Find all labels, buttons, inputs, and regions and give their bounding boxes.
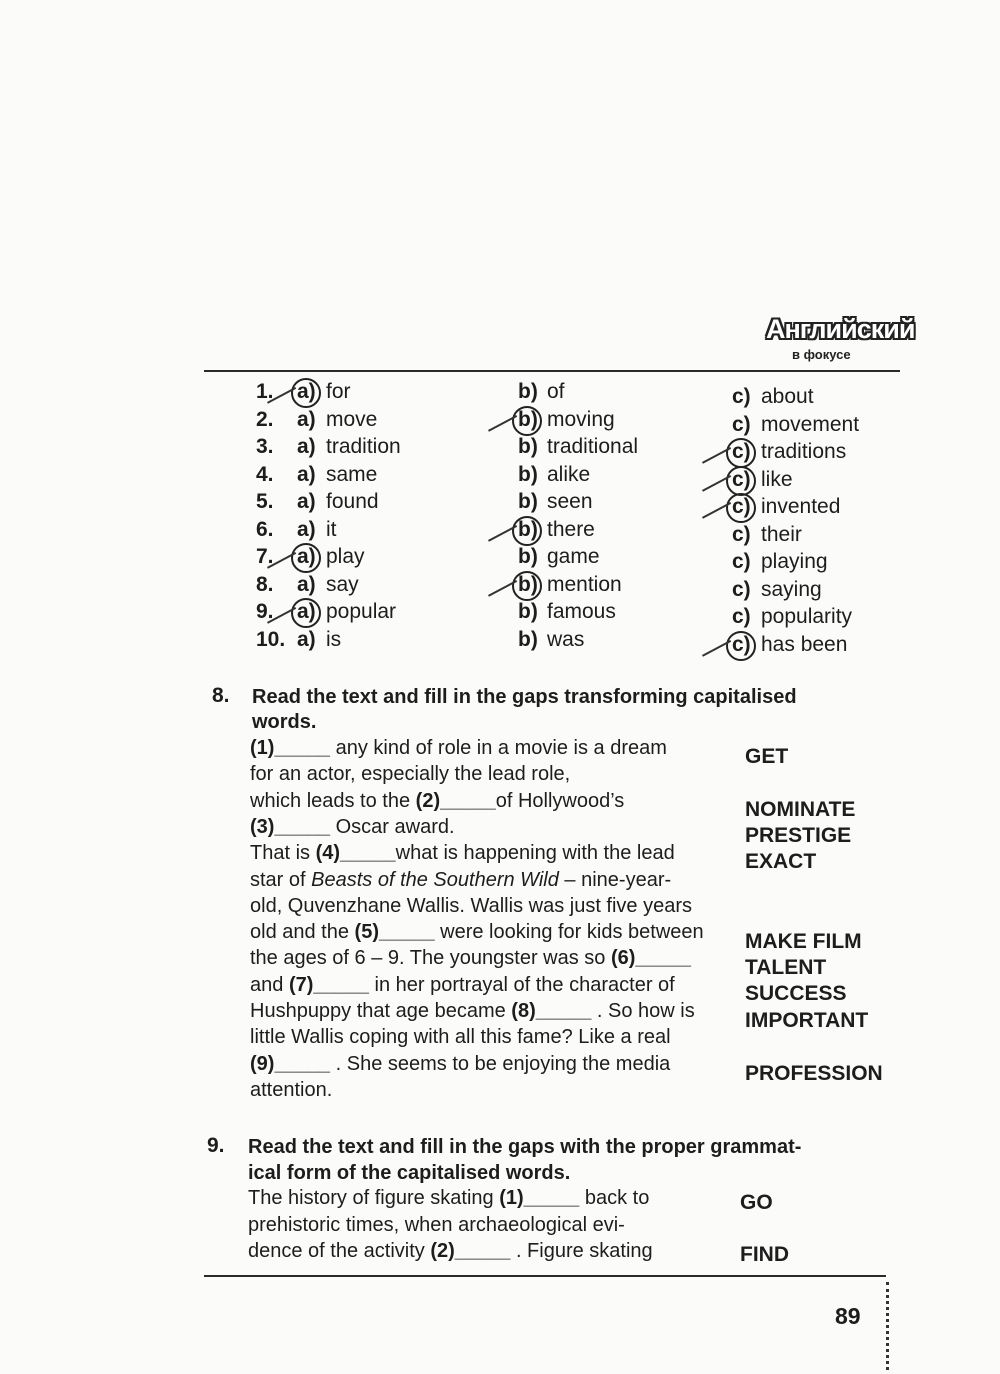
gap-blank: (3)_____ xyxy=(250,815,331,838)
text-line xyxy=(248,1187,649,1210)
text-segment: Oscar award. xyxy=(330,815,455,838)
capitalised-word: SUCCESS xyxy=(745,982,847,1005)
capitalised-word: FIND xyxy=(740,1243,789,1266)
option-b-text: famous xyxy=(547,600,616,623)
capitalised-word: EXACT xyxy=(745,850,817,873)
option-b-text: was xyxy=(547,628,585,651)
item-number: 3. xyxy=(256,435,274,458)
answer-circle xyxy=(291,543,321,573)
option-b-label: b) xyxy=(518,600,538,623)
option-c-label: c) xyxy=(732,468,751,491)
text-line xyxy=(250,869,671,892)
option-b-label: b) xyxy=(518,463,538,486)
logo-subtitle: в фокусе xyxy=(792,347,851,362)
option-a-label: a) xyxy=(297,463,316,486)
text-segment: which leads to the xyxy=(250,789,416,812)
exercise-9-instruction-1: Read the text and fill in the gaps with the proper grammat- xyxy=(248,1136,802,1158)
text-segment: The history of figure skating xyxy=(248,1187,500,1209)
option-a-label: a) xyxy=(297,573,316,596)
option-a-text: popular xyxy=(326,600,397,623)
text-segment: star of xyxy=(250,868,312,891)
capitalised-word: MAKE FILM xyxy=(745,930,862,953)
option-a-label: a) xyxy=(297,490,316,513)
option-c-text: about xyxy=(761,385,814,408)
option-c-label: c) xyxy=(732,413,751,436)
option-b-text: game xyxy=(547,545,600,568)
option-a-label: a) xyxy=(297,435,316,458)
header-rule xyxy=(204,370,900,372)
gap-blank: (7)_____ xyxy=(288,973,369,996)
exercise-8-instruction-2: words. xyxy=(252,711,317,733)
option-c-label: c) xyxy=(732,578,751,601)
option-a-text: same xyxy=(326,463,378,486)
option-c-label: c) xyxy=(732,440,751,463)
text-line xyxy=(250,921,704,944)
option-a-text: play xyxy=(326,545,365,568)
gap-blank: (1)_____ xyxy=(499,1187,580,1209)
option-c-label: c) xyxy=(732,523,751,546)
gap-blank: (2)_____ xyxy=(415,789,496,812)
item-number: 1. xyxy=(256,380,274,403)
option-c-text: popularity xyxy=(761,605,853,628)
answer-circle xyxy=(512,516,542,546)
option-b-text: there xyxy=(547,518,595,541)
option-b-label: b) xyxy=(518,518,538,541)
capitalised-word: TALENT xyxy=(745,956,827,979)
capitalised-word: GO xyxy=(740,1191,773,1214)
option-a-text: tradition xyxy=(326,435,401,458)
capitalised-word: IMPORTANT xyxy=(745,1009,869,1032)
answer-circle xyxy=(512,571,542,601)
text-segment: in her portrayal of the character of xyxy=(369,973,675,996)
text-line xyxy=(250,974,675,997)
answer-circle xyxy=(726,438,756,468)
text-segment: the ages of 6 – 9. The youngster was so xyxy=(250,947,611,970)
text-line xyxy=(250,895,692,918)
exercise-8-number: 8. xyxy=(212,684,230,707)
text-segment: Hushpuppy that age became xyxy=(250,1000,512,1022)
exercise-9-number: 9. xyxy=(207,1134,225,1157)
option-c-label: c) xyxy=(732,633,751,656)
option-b-text: moving xyxy=(547,408,615,431)
option-b-label: b) xyxy=(518,573,538,596)
option-b-text: of xyxy=(547,380,565,403)
publisher-logo xyxy=(766,314,915,368)
item-number: 6. xyxy=(256,518,274,541)
text-line xyxy=(248,1240,653,1263)
answer-circle xyxy=(726,631,756,661)
option-c-label: c) xyxy=(732,385,751,408)
answer-circle xyxy=(726,466,756,496)
item-number: 2. xyxy=(256,408,274,431)
text-line xyxy=(250,737,667,760)
capitalised-word: PRESTIGE xyxy=(745,824,852,847)
text-line xyxy=(248,1214,625,1237)
answer-circle xyxy=(726,493,756,523)
gap-blank: (9)_____ xyxy=(250,1052,331,1075)
text-segment: old and the xyxy=(250,921,355,944)
option-a-text: found xyxy=(326,490,379,513)
option-a-label: a) xyxy=(297,545,316,568)
gap-blank: (5)_____ xyxy=(354,921,435,944)
option-a-label: a) xyxy=(297,408,316,431)
capitalised-word: GET xyxy=(745,745,789,768)
text-segment: of Hollywood’s xyxy=(495,789,625,812)
text-segment: Beasts of the Southern Wild xyxy=(311,868,559,891)
option-b-text: traditional xyxy=(547,435,639,458)
text-segment: dence of the activity xyxy=(248,1240,431,1262)
text-line xyxy=(250,1079,332,1102)
option-a-text: say xyxy=(326,573,359,596)
answer-circle xyxy=(291,598,321,628)
option-b-text: alike xyxy=(547,463,591,486)
exercise-8-instruction-1: Read the text and fill in the gaps transforming capitalised xyxy=(252,686,797,708)
option-b-label: b) xyxy=(518,408,538,431)
gap-blank: (8)_____ xyxy=(511,1000,592,1022)
option-b-label: b) xyxy=(518,380,538,403)
item-number: 10. xyxy=(256,628,286,651)
footer-rule xyxy=(204,1275,886,1277)
option-a-label: a) xyxy=(297,628,316,651)
option-c-label: c) xyxy=(732,550,751,573)
text-segment: . So how is xyxy=(591,1000,695,1022)
text-line xyxy=(250,842,675,865)
text-segment: little Wallis coping with all this fame? Like a real xyxy=(250,1026,671,1049)
capitalised-word: PROFESSION xyxy=(745,1062,883,1085)
answer-circle xyxy=(291,378,321,408)
option-a-text: it xyxy=(326,518,337,541)
text-segment: any kind of role in a movie is a dream xyxy=(330,737,667,759)
item-number: 5. xyxy=(256,490,274,513)
text-segment: back to xyxy=(579,1187,650,1209)
gap-blank: (1)_____ xyxy=(250,737,331,759)
item-number: 4. xyxy=(256,463,274,486)
option-c-text: has been xyxy=(761,633,848,656)
exercise-9-instruction-2: ical form of the capitalised words. xyxy=(248,1162,571,1184)
text-line xyxy=(250,1000,695,1023)
option-c-text: movement xyxy=(761,413,860,436)
text-segment: prehistoric times, when archaeological evi- xyxy=(248,1213,625,1236)
option-a-text: for xyxy=(326,380,351,403)
logo-title: Английский xyxy=(766,314,915,344)
text-segment: for an actor, especially the lead role, xyxy=(250,763,571,786)
text-segment: and xyxy=(250,973,289,996)
option-b-label: b) xyxy=(518,628,538,651)
text-segment: – nine-year- xyxy=(558,868,672,891)
text-segment: That is xyxy=(250,842,316,865)
option-b-label: b) xyxy=(518,490,538,513)
text-segment: attention. xyxy=(250,1078,333,1101)
item-number: 8. xyxy=(256,573,274,596)
item-number: 9. xyxy=(256,600,274,623)
option-a-text: is xyxy=(326,628,342,651)
option-c-text: playing xyxy=(761,550,828,573)
gap-blank: (2)_____ xyxy=(430,1240,511,1262)
text-segment: . Figure skating xyxy=(510,1240,653,1262)
option-b-text: mention xyxy=(547,573,622,596)
option-a-label: a) xyxy=(297,380,316,403)
text-segment: were looking for kids between xyxy=(434,921,704,944)
option-b-label: b) xyxy=(518,435,538,458)
gap-blank: (4)_____ xyxy=(315,842,396,865)
text-segment: what is happening with the lead xyxy=(395,842,675,865)
item-number: 7. xyxy=(256,545,274,568)
option-c-text: saying xyxy=(761,578,822,601)
option-b-label: b) xyxy=(518,545,538,568)
option-a-label: a) xyxy=(297,600,316,623)
text-line xyxy=(250,1053,670,1076)
option-a-text: move xyxy=(326,408,378,431)
option-a-label: a) xyxy=(297,518,316,541)
text-segment: old, Quvenzhane Wallis. Wallis was just five years xyxy=(250,894,693,917)
capitalised-word: NOMINATE xyxy=(745,798,856,821)
gap-blank: (6)_____ xyxy=(610,947,692,970)
answer-circle xyxy=(512,406,542,436)
option-b-text: seen xyxy=(547,490,593,513)
page-number: 89 xyxy=(835,1303,861,1329)
option-c-label: c) xyxy=(732,495,751,518)
text-line xyxy=(250,1026,671,1049)
option-c-text: like xyxy=(761,468,793,491)
option-c-label: c) xyxy=(732,605,751,628)
option-c-text: their xyxy=(761,523,802,546)
text-line xyxy=(250,816,455,839)
text-segment: . She seems to be enjoying the media xyxy=(330,1052,671,1075)
text-line xyxy=(250,790,624,813)
text-line xyxy=(250,947,691,970)
text-line xyxy=(250,763,570,786)
option-c-text: traditions xyxy=(761,440,847,463)
dotted-margin-line xyxy=(886,1282,889,1370)
option-c-text: invented xyxy=(761,495,841,518)
